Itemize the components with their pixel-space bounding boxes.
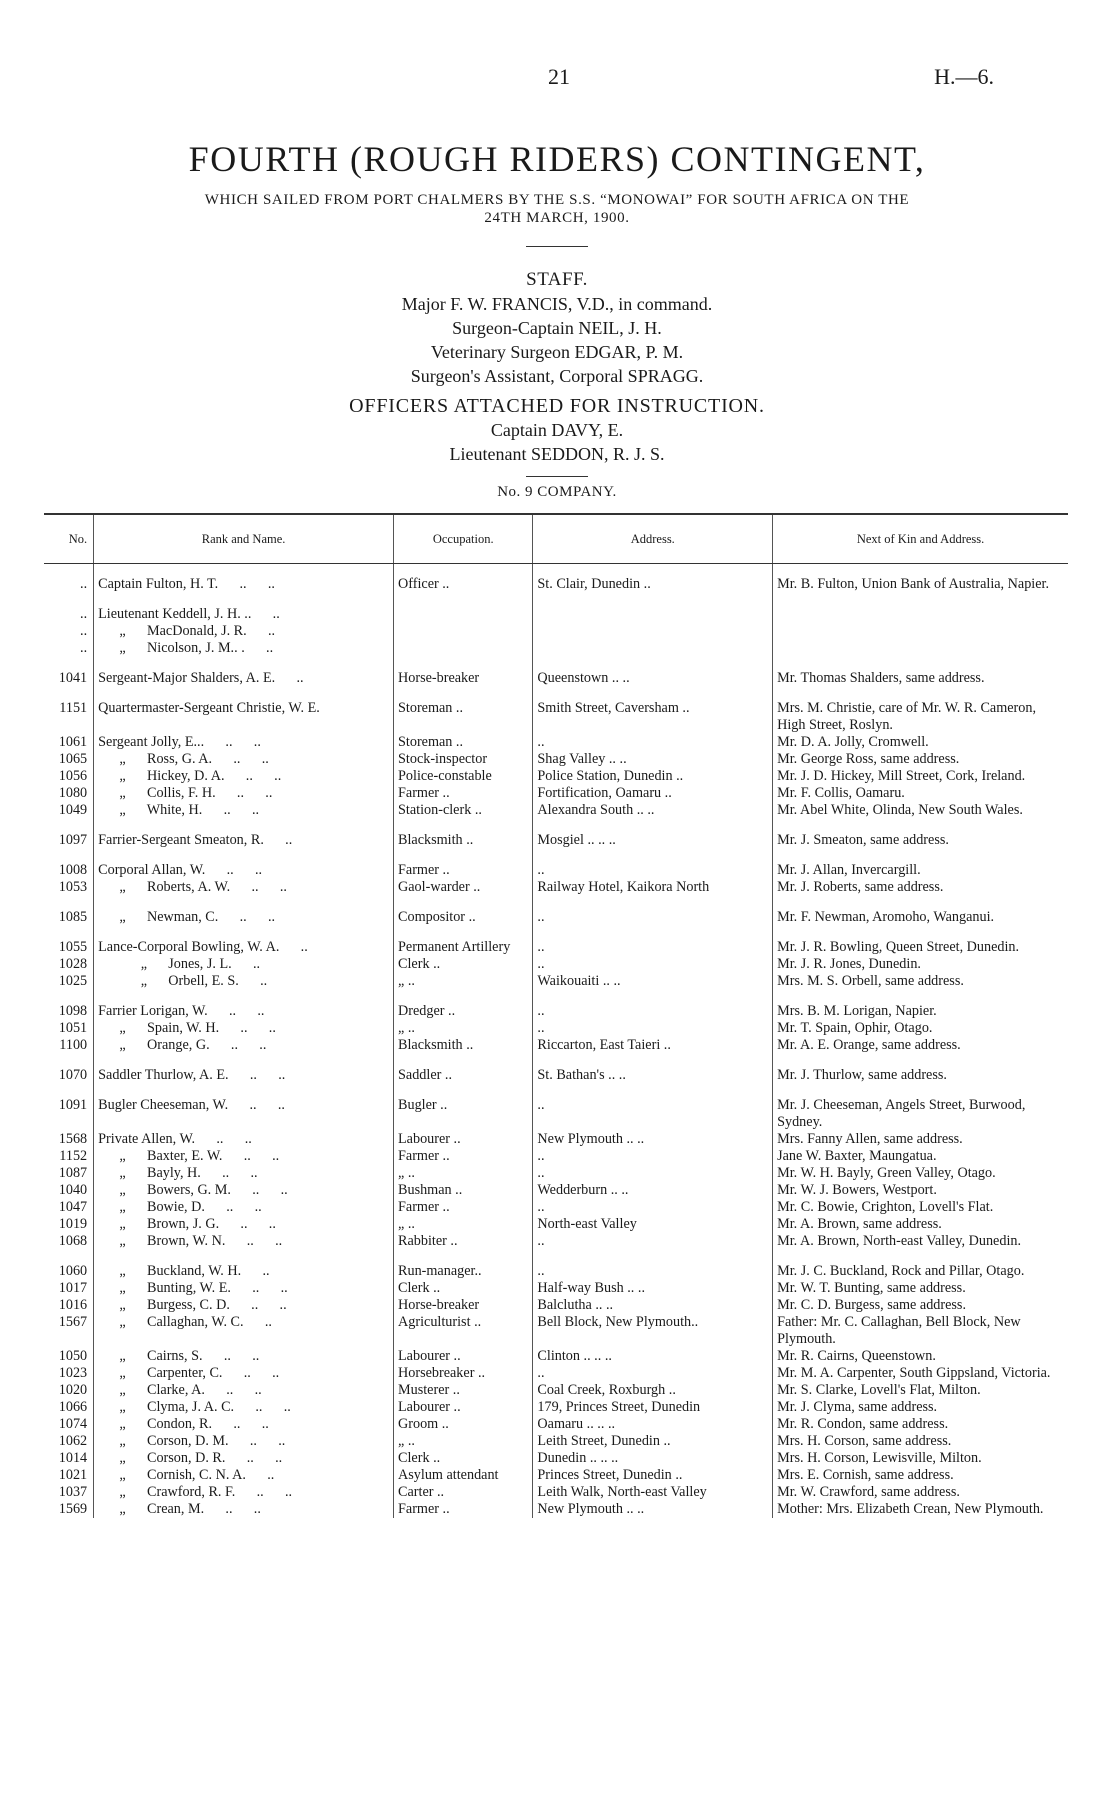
subtitle-line-2: 24TH MARCH, 1900. [484, 210, 630, 226]
cell-next-of-kin: Father: Mr. C. Callaghan, Bell Block, New Plymouth. [773, 1314, 1068, 1348]
cell-next-of-kin: Mr. M. A. Carpenter, South Gippsland, Victoria. [773, 1365, 1068, 1382]
cell-address: .. [533, 849, 773, 879]
cell-rank: Corporal Allan, W. .. .. [94, 849, 394, 879]
cell-rank: Bugler Cheeseman, W. .. .. [94, 1084, 394, 1131]
cell-occupation: Farmer .. [394, 849, 533, 879]
cell-rank: „ Crean, M. .. .. [94, 1501, 394, 1518]
table-row [44, 879, 1068, 896]
cell-address: .. [533, 1250, 773, 1280]
cell-next-of-kin: Mr. Abel White, Olinda, New South Wales. [773, 802, 1068, 819]
cell-address: 179, Princes Street, Dunedin [533, 1399, 773, 1416]
cell-next-of-kin: Mrs. H. Corson, Lewisville, Milton. [773, 1450, 1068, 1467]
header-occupation: Occupation. [394, 514, 533, 564]
cell-no: 1061 [58, 734, 88, 750]
cell-address: Railway Hotel, Kaikora North [533, 879, 773, 896]
cell-address: New Plymouth .. .. [533, 1131, 773, 1148]
cell-occupation: Labourer .. [394, 1399, 533, 1416]
cell-next-of-kin: Mr. W. H. Bayly, Green Valley, Otago. [773, 1165, 1068, 1182]
cell-no: 1062 [58, 1433, 88, 1449]
table-row [44, 1297, 1068, 1314]
table-row [44, 1165, 1068, 1182]
cell-no: 1047 [58, 1199, 88, 1215]
page-header [0, 64, 1114, 94]
officer-line: Captain DAVY, E. [490, 420, 624, 440]
cell-no: 1068 [58, 1233, 88, 1249]
cell-occupation: Officer .. [394, 564, 533, 594]
cell-next-of-kin: Mr. Thomas Shalders, same address. [773, 657, 1068, 687]
cell-next-of-kin: Mrs. B. M. Lorigan, Napier. [773, 990, 1068, 1020]
cell-occupation: Farmer .. [394, 1148, 533, 1165]
cell-occupation: Horse-breaker [394, 1297, 533, 1314]
cell-address: Smith Street, Caversham .. [533, 687, 773, 734]
cell-next-of-kin: Mr. F. Collis, Oamaru. [773, 785, 1068, 802]
cell-next-of-kin: Mrs. Fanny Allen, same address. [773, 1131, 1068, 1148]
table-row [44, 687, 1068, 734]
header-next-of-kin: Next of Kin and Address. [773, 514, 1068, 564]
roster-body [44, 564, 1068, 1519]
table-row [44, 751, 1068, 768]
cell-occupation: Compositor .. [394, 896, 533, 926]
table-row [44, 896, 1068, 926]
cell-rank: „ White, H. .. .. [94, 802, 394, 819]
cell-next-of-kin: Mr. D. A. Jolly, Cromwell. [773, 734, 1068, 751]
roster-table [44, 513, 1068, 1518]
cell-no: 1151 [59, 700, 88, 716]
cell-rank: Private Allen, W. .. .. [94, 1131, 394, 1148]
cell-next-of-kin: Mr. F. Newman, Aromoho, Wanganui. [773, 896, 1068, 926]
cell-address: .. [533, 1365, 773, 1382]
cell-next-of-kin [773, 593, 1068, 623]
cell-occupation: Horse-breaker [394, 657, 533, 687]
cell-rank: „ Orange, G. .. .. [94, 1037, 394, 1054]
table-row [44, 1084, 1068, 1131]
table-header-row [44, 514, 1068, 564]
cell-address: .. [533, 734, 773, 751]
cell-no: 1074 [58, 1416, 88, 1432]
cell-occupation: Clerk .. [394, 1280, 533, 1297]
cell-no: 1100 [59, 1037, 88, 1053]
table-row [44, 657, 1068, 687]
cell-next-of-kin: Mr. A. Brown, same address. [773, 1216, 1068, 1233]
staff-line: Surgeon's Assistant, Corporal SPRAGG. [410, 366, 704, 386]
cell-no: 1080 [58, 785, 88, 801]
staff-heading: STAFF. [526, 269, 588, 290]
cell-next-of-kin: Mr. R. Cairns, Queenstown. [773, 1348, 1068, 1365]
cell-occupation [394, 593, 533, 623]
cell-rank: „ Ross, G. A. .. .. [94, 751, 394, 768]
cell-rank: „ Newman, C. .. .. [94, 896, 394, 926]
subtitle-line-1: WHICH SAILED FROM PORT CHALMERS BY THE S.S. “MONOWAI” FOR SOUTH AFRICA ON THE [204, 192, 910, 208]
cell-no: 1020 [58, 1382, 88, 1398]
table-row [44, 1314, 1068, 1348]
cell-rank: „ Bowers, G. M. .. .. [94, 1182, 394, 1199]
cell-rank: Saddler Thurlow, A. E. .. .. [94, 1054, 394, 1084]
cell-rank: „ Brown, J. G. .. .. [94, 1216, 394, 1233]
cell-no: 1091 [58, 1097, 88, 1113]
cell-address: .. [533, 1020, 773, 1037]
cell-address: St. Bathan's .. .. [533, 1054, 773, 1084]
cell-next-of-kin: Mr. J. Thurlow, same address. [773, 1054, 1068, 1084]
table-row [44, 1348, 1068, 1365]
cell-rank: Lance-Corporal Bowling, W. A. .. [94, 926, 394, 956]
table-row [44, 1199, 1068, 1216]
table-row [44, 1382, 1068, 1399]
cell-occupation: Bugler .. [394, 1084, 533, 1131]
table-row [44, 1250, 1068, 1280]
cell-next-of-kin: Mrs. M. S. Orbell, same address. [773, 973, 1068, 990]
table-row [44, 1148, 1068, 1165]
staff-line: Major F. W. FRANCIS, V.D., in command. [401, 294, 713, 314]
cell-no: 1056 [58, 768, 88, 784]
cell-rank: Captain Fulton, H. T. .. .. [94, 564, 394, 594]
cell-next-of-kin [773, 623, 1068, 640]
cell-next-of-kin: Mr. W. Crawford, same address. [773, 1484, 1068, 1501]
table-row [44, 593, 1068, 623]
cell-next-of-kin: Mrs. H. Corson, same address. [773, 1433, 1068, 1450]
cell-occupation: Farmer .. [394, 785, 533, 802]
cell-no: 1017 [58, 1280, 88, 1296]
cell-rank: „ Nicolson, J. M.. . .. [94, 640, 394, 657]
cell-rank: Lieutenant Keddell, J. H. .. .. [94, 593, 394, 623]
table-row [44, 1020, 1068, 1037]
cell-address: .. [533, 990, 773, 1020]
cell-rank: „ Callaghan, W. C. .. [94, 1314, 394, 1348]
cell-occupation: Dredger .. [394, 990, 533, 1020]
cell-occupation: Clerk .. [394, 956, 533, 973]
table-row [44, 990, 1068, 1020]
cell-address: Wedderburn .. .. [533, 1182, 773, 1199]
cell-rank: „ Collis, F. H. .. .. [94, 785, 394, 802]
cell-address: .. [533, 926, 773, 956]
cell-address: Queenstown .. .. [533, 657, 773, 687]
cell-no: 1070 [58, 1067, 88, 1083]
cell-occupation: „ .. [394, 973, 533, 990]
table-row [44, 564, 1068, 594]
page-number: 21 [548, 64, 570, 89]
cell-occupation: Run-manager.. [394, 1250, 533, 1280]
table-row [44, 1365, 1068, 1382]
table-row [44, 1433, 1068, 1450]
cell-occupation: Farmer .. [394, 1501, 533, 1518]
cell-address: St. Clair, Dunedin .. [533, 564, 773, 594]
table-row [44, 973, 1068, 990]
cell-no: .. [80, 623, 88, 639]
cell-next-of-kin: Mr. T. Spain, Ophir, Otago. [773, 1020, 1068, 1037]
cell-occupation: Labourer .. [394, 1131, 533, 1148]
cell-rank: „ Hickey, D. A. .. .. [94, 768, 394, 785]
cell-occupation: „ .. [394, 1216, 533, 1233]
cell-no: 1569 [58, 1501, 88, 1517]
cell-address: Leith Street, Dunedin .. [533, 1433, 773, 1450]
cell-address: Oamaru .. .. .. [533, 1416, 773, 1433]
cell-address: Balclutha .. .. [533, 1297, 773, 1314]
cell-no: 1568 [58, 1131, 88, 1147]
cell-rank: Quartermaster-Sergeant Christie, W. E. [94, 687, 394, 734]
company-heading: No. 9 COMPANY. [497, 484, 617, 500]
cell-no: 1097 [58, 832, 88, 848]
cell-no: 1567 [58, 1314, 88, 1330]
table-row [44, 1182, 1068, 1199]
document-reference: H.—6. [934, 64, 994, 89]
cell-no: .. [80, 606, 88, 622]
staff-line: Veterinary Surgeon EDGAR, P. M. [430, 342, 684, 362]
cell-rank: Farrier-Sergeant Smeaton, R. .. [94, 819, 394, 849]
cell-no: .. [80, 640, 88, 656]
table-row [44, 1501, 1068, 1518]
cell-no: 1098 [58, 1003, 88, 1019]
cell-rank: „ Baxter, E. W. .. .. [94, 1148, 394, 1165]
cell-no: 1152 [59, 1148, 88, 1164]
cell-address: Leith Walk, North-east Valley [533, 1484, 773, 1501]
cell-address [533, 640, 773, 657]
cell-occupation: Permanent Artillery [394, 926, 533, 956]
cell-rank: Sergeant Jolly, E... .. .. [94, 734, 394, 751]
cell-occupation: „ .. [394, 1165, 533, 1182]
staff-line: Surgeon-Captain NEIL, J. H. [452, 318, 662, 338]
cell-no: 1085 [58, 909, 88, 925]
cell-address: Clinton .. .. .. [533, 1348, 773, 1365]
cell-address: .. [533, 1165, 773, 1182]
header-no: No. [44, 514, 94, 564]
cell-no: 1049 [58, 802, 88, 818]
cell-occupation: „ .. [394, 1433, 533, 1450]
cell-rank: „ Clarke, A. .. .. [94, 1382, 394, 1399]
cell-address: Shag Valley .. .. [533, 751, 773, 768]
cell-next-of-kin: Mr. A. E. Orange, same address. [773, 1037, 1068, 1054]
table-row [44, 1416, 1068, 1433]
cell-no: 1021 [58, 1467, 88, 1483]
cell-address [533, 623, 773, 640]
cell-occupation: Musterer .. [394, 1382, 533, 1399]
cell-occupation: „ .. [394, 1020, 533, 1037]
table-row [44, 1037, 1068, 1054]
cell-rank: „ Clyma, J. A. C. .. .. [94, 1399, 394, 1416]
cell-occupation: Farmer .. [394, 1199, 533, 1216]
cell-rank: „ Bowie, D. .. .. [94, 1199, 394, 1216]
cell-no: 1040 [58, 1182, 88, 1198]
cell-next-of-kin: Mrs. M. Christie, care of Mr. W. R. Cameron, High Street, Roslyn. [773, 687, 1068, 734]
cell-occupation: Groom .. [394, 1416, 533, 1433]
cell-rank: „ Spain, W. H. .. .. [94, 1020, 394, 1037]
table-row [44, 1216, 1068, 1233]
cell-address: .. [533, 1084, 773, 1131]
cell-occupation: Blacksmith .. [394, 1037, 533, 1054]
table-row [44, 802, 1068, 819]
cell-rank: „ Bayly, H. .. .. [94, 1165, 394, 1182]
cell-occupation: Stock-inspector [394, 751, 533, 768]
cell-rank: „ Cairns, S. .. .. [94, 1348, 394, 1365]
cell-occupation: Police-constable [394, 768, 533, 785]
cell-rank: Sergeant-Major Shalders, A. E. .. [94, 657, 394, 687]
cell-next-of-kin: Mr. J. Smeaton, same address. [773, 819, 1068, 849]
divider [526, 476, 588, 477]
cell-next-of-kin: Mr. C. Bowie, Crighton, Lovell's Flat. [773, 1199, 1068, 1216]
document-title: FOURTH (ROUGH RIDERS) CONTINGENT, [188, 139, 926, 179]
table-row [44, 734, 1068, 751]
cell-next-of-kin: Mr. J. R. Jones, Dunedin. [773, 956, 1068, 973]
cell-next-of-kin: Mr. C. D. Burgess, same address. [773, 1297, 1068, 1314]
cell-address: Dunedin .. .. .. [533, 1450, 773, 1467]
cell-rank: Farrier Lorigan, W. .. .. [94, 990, 394, 1020]
cell-next-of-kin [773, 640, 1068, 657]
cell-no: 1055 [58, 939, 88, 955]
staff-section [0, 268, 1114, 388]
cell-no: 1014 [58, 1450, 88, 1466]
cell-no: 1028 [58, 956, 88, 972]
cell-next-of-kin: Mr. George Ross, same address. [773, 751, 1068, 768]
cell-address: North-east Valley [533, 1216, 773, 1233]
cell-address: Bell Block, New Plymouth.. [533, 1314, 773, 1348]
table-row [44, 849, 1068, 879]
cell-occupation: Station-clerk .. [394, 802, 533, 819]
cell-no: 1065 [58, 751, 88, 767]
cell-rank: „ Brown, W. N. .. .. [94, 1233, 394, 1250]
cell-no: 1053 [58, 879, 88, 895]
cell-occupation: Bushman .. [394, 1182, 533, 1199]
cell-address: Mosgiel .. .. .. [533, 819, 773, 849]
cell-next-of-kin: Mr. W. T. Bunting, same address. [773, 1280, 1068, 1297]
cell-next-of-kin: Mr. J. R. Bowling, Queen Street, Dunedin. [773, 926, 1068, 956]
cell-next-of-kin: Mr. A. Brown, North-east Valley, Dunedin. [773, 1233, 1068, 1250]
cell-next-of-kin: Mr. S. Clarke, Lovell's Flat, Milton. [773, 1382, 1068, 1399]
cell-rank: „ Roberts, A. W. .. .. [94, 879, 394, 896]
cell-occupation: Asylum attendant [394, 1467, 533, 1484]
cell-rank: „ Corson, D. R. .. .. [94, 1450, 394, 1467]
cell-occupation: Saddler .. [394, 1054, 533, 1084]
officers-section [0, 394, 1114, 466]
cell-next-of-kin: Jane W. Baxter, Maungatua. [773, 1148, 1068, 1165]
table-row [44, 1233, 1068, 1250]
cell-address: Half-way Bush .. .. [533, 1280, 773, 1297]
cell-next-of-kin: Mr. J. Clyma, same address. [773, 1399, 1068, 1416]
table-row [44, 926, 1068, 956]
cell-occupation: Blacksmith .. [394, 819, 533, 849]
cell-no: 1051 [58, 1020, 88, 1036]
document-subtitle [110, 191, 1004, 227]
cell-rank: „ Condon, R. .. .. [94, 1416, 394, 1433]
cell-address: Princes Street, Dunedin .. [533, 1467, 773, 1484]
cell-address: .. [533, 1199, 773, 1216]
cell-no: .. [80, 576, 88, 592]
cell-occupation: Storeman .. [394, 734, 533, 751]
cell-rank: „ Orbell, E. S. .. [94, 973, 394, 990]
cell-occupation: Labourer .. [394, 1348, 533, 1365]
cell-no: 1023 [58, 1365, 88, 1381]
table-row [44, 1280, 1068, 1297]
cell-address: New Plymouth .. .. [533, 1501, 773, 1518]
cell-rank: „ Carpenter, C. .. .. [94, 1365, 394, 1382]
table-row [44, 768, 1068, 785]
cell-no: 1041 [58, 670, 88, 686]
cell-occupation [394, 640, 533, 657]
cell-no: 1016 [58, 1297, 88, 1313]
table-row [44, 640, 1068, 657]
cell-next-of-kin: Mr. R. Condon, same address. [773, 1416, 1068, 1433]
cell-next-of-kin: Mrs. E. Cornish, same address. [773, 1467, 1068, 1484]
cell-address: .. [533, 1233, 773, 1250]
cell-address [533, 593, 773, 623]
table-row [44, 819, 1068, 849]
officer-line: Lieutenant SEDDON, R. J. S. [449, 444, 665, 464]
table-row [44, 1467, 1068, 1484]
cell-rank: „ Buckland, W. H. .. [94, 1250, 394, 1280]
cell-occupation: Agriculturist .. [394, 1314, 533, 1348]
cell-address: Alexandra South .. .. [533, 802, 773, 819]
officers-heading: OFFICERS ATTACHED FOR INSTRUCTION. [349, 395, 765, 417]
cell-address: .. [533, 1148, 773, 1165]
cell-next-of-kin: Mr. B. Fulton, Union Bank of Australia, Napier. [773, 564, 1068, 594]
cell-address: Waikouaiti .. .. [533, 973, 773, 990]
cell-next-of-kin: Mr. J. Allan, Invercargill. [773, 849, 1068, 879]
table-row [44, 623, 1068, 640]
cell-occupation: Rabbiter .. [394, 1233, 533, 1250]
cell-rank: „ Cornish, C. N. A. .. [94, 1467, 394, 1484]
cell-no: 1037 [58, 1484, 88, 1500]
cell-next-of-kin: Mr. W. J. Bowers, Westport. [773, 1182, 1068, 1199]
cell-occupation [394, 623, 533, 640]
divider [526, 246, 588, 247]
cell-address: .. [533, 896, 773, 926]
cell-address: Coal Creek, Roxburgh .. [533, 1382, 773, 1399]
cell-address: .. [533, 956, 773, 973]
cell-occupation: Horsebreaker .. [394, 1365, 533, 1382]
header-address: Address. [533, 514, 773, 564]
cell-occupation: Gaol-warder .. [394, 879, 533, 896]
cell-no: 1008 [58, 862, 88, 878]
cell-no: 1019 [58, 1216, 88, 1232]
cell-no: 1060 [58, 1263, 88, 1279]
table-row [44, 785, 1068, 802]
cell-no: 1050 [58, 1348, 88, 1364]
table-row [44, 1399, 1068, 1416]
cell-occupation: Carter .. [394, 1484, 533, 1501]
cell-address: Riccarton, East Taieri .. [533, 1037, 773, 1054]
cell-no: 1025 [58, 973, 88, 989]
cell-address: Police Station, Dunedin .. [533, 768, 773, 785]
table-row [44, 1054, 1068, 1084]
cell-occupation: Clerk .. [394, 1450, 533, 1467]
cell-no: 1087 [58, 1165, 88, 1181]
cell-rank: „ Corson, D. M. .. .. [94, 1433, 394, 1450]
cell-next-of-kin: Mother: Mrs. Elizabeth Crean, New Plymouth. [773, 1501, 1068, 1518]
cell-next-of-kin: Mr. J. C. Buckland, Rock and Pillar, Otago. [773, 1250, 1068, 1280]
cell-address: Fortification, Oamaru .. [533, 785, 773, 802]
cell-next-of-kin: Mr. J. D. Hickey, Mill Street, Cork, Ireland. [773, 768, 1068, 785]
cell-next-of-kin: Mr. J. Cheeseman, Angels Street, Burwood, Sydney. [773, 1084, 1068, 1131]
table-row [44, 1131, 1068, 1148]
cell-no: 1066 [58, 1399, 88, 1415]
table-row [44, 1450, 1068, 1467]
table-row [44, 956, 1068, 973]
table-row [44, 1484, 1068, 1501]
cell-rank: „ Jones, J. L. .. [94, 956, 394, 973]
cell-rank: „ Bunting, W. E. .. .. [94, 1280, 394, 1297]
header-rank: Rank and Name. [94, 514, 394, 564]
cell-rank: „ Burgess, C. D. .. .. [94, 1297, 394, 1314]
cell-next-of-kin: Mr. J. Roberts, same address. [773, 879, 1068, 896]
cell-occupation: Storeman .. [394, 687, 533, 734]
cell-rank: „ Crawford, R. F. .. .. [94, 1484, 394, 1501]
cell-rank: „ MacDonald, J. R. .. [94, 623, 394, 640]
